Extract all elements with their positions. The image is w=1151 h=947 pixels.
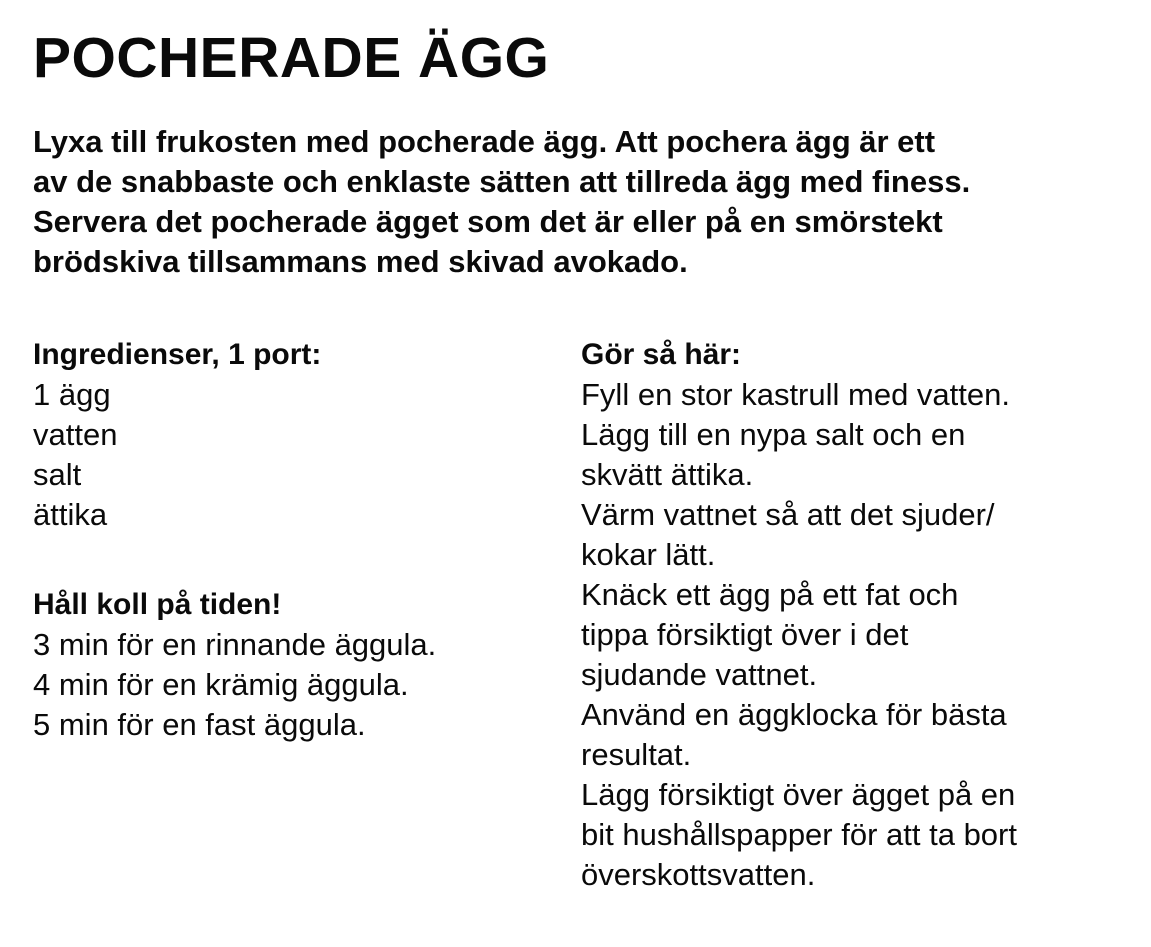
instruction-line: sjudande vattnet. bbox=[581, 657, 818, 692]
instruction-line: Lägg försiktigt över ägget på en bbox=[581, 777, 1016, 812]
instruction-line: tippa försiktigt över i det bbox=[581, 617, 909, 652]
instruction-line: Värm vattnet så att det sjuder/ bbox=[581, 497, 995, 532]
recipe-title: POCHERADE ÄGG bbox=[33, 26, 550, 90]
ingredients-heading: Ingredienser, 1 port: bbox=[33, 338, 322, 371]
intro-line: brödskiva tillsammans med skivad avokado. bbox=[33, 244, 688, 279]
instruction-line: kokar lätt. bbox=[581, 537, 716, 572]
timing-heading: Håll koll på tiden! bbox=[33, 588, 282, 621]
timing-item: 4 min för en krämig äggula. bbox=[33, 667, 409, 702]
ingredient-item: ättika bbox=[33, 497, 108, 532]
instruction-line: resultat. bbox=[581, 737, 692, 772]
instruction-line: överskottsvatten. bbox=[581, 857, 816, 892]
instructions-heading: Gör så här: bbox=[581, 338, 742, 371]
section-spacer bbox=[33, 535, 563, 585]
timing-item: 3 min för en rinnande äggula. bbox=[33, 627, 437, 662]
instructions-section bbox=[581, 335, 1141, 895]
instruction-line: Knäck ett ägg på ett fat och bbox=[581, 577, 959, 612]
intro-line: Servera det pocherade ägget som det är eller på en smörstekt bbox=[33, 204, 943, 239]
instruction-line: Använd en äggklocka för bästa bbox=[581, 697, 1007, 732]
instruction-line: Fyll en stor kastrull med vatten. bbox=[581, 377, 1010, 412]
ingredient-item: 1 ägg bbox=[33, 377, 111, 412]
ingredients-section bbox=[33, 335, 563, 535]
timing-item: 5 min för en fast äggula. bbox=[33, 707, 366, 742]
ingredient-item: salt bbox=[33, 457, 82, 492]
left-column bbox=[33, 335, 563, 745]
ingredient-item: vatten bbox=[33, 417, 118, 452]
instruction-line: skvätt ättika. bbox=[581, 457, 754, 492]
intro-line: Lyxa till frukosten med pocherade ägg. Att pochera ägg är ett bbox=[33, 124, 936, 159]
intro-line: av de snabbaste och enklaste sätten att tillreda ägg med finess. bbox=[33, 164, 971, 199]
timing-section bbox=[33, 585, 563, 745]
recipe-intro bbox=[33, 122, 1133, 282]
instruction-line: Lägg till en nypa salt och en bbox=[581, 417, 966, 452]
instruction-line: bit hushållspapper för att ta bort bbox=[581, 817, 1017, 852]
